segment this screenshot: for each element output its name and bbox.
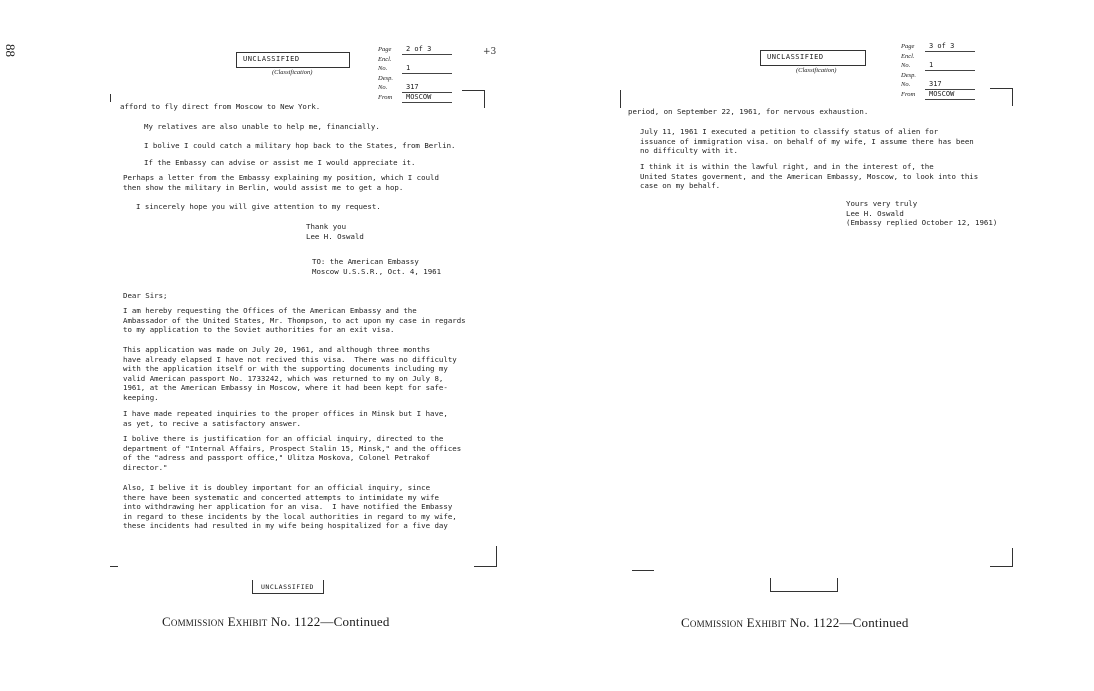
- left-page-value: 2 of 3: [402, 45, 452, 55]
- right-signature-block: Yours very truly Lee H. Oswald (Embassy replied October 12, 1961): [846, 199, 998, 228]
- left-corner-mark-bl: [110, 566, 118, 567]
- left-corner-mark-tr-v: [484, 90, 485, 108]
- right-corner-mark-bl: [632, 570, 654, 571]
- right-paragraph: period, on September 22, 1961, for nervous exhaustion.: [628, 107, 869, 116]
- margin-page-number: 88: [3, 44, 18, 57]
- left-classification-caption: (Classification): [272, 69, 313, 76]
- left-desp-value: 317: [402, 83, 452, 93]
- right-corner-mark-tr-h: [990, 88, 1012, 89]
- left-document-header: Page 2 of 3 Encl. No. 1 Desp. No. 317 From MOSCOW: [378, 45, 452, 103]
- left-classification-box: [236, 52, 350, 68]
- right-from-value: MOSCOW: [925, 90, 975, 100]
- left-paragraph: Also, I belive it is doubley important for an official inquiry, since there have been systematic and concerted attempts to intimidate my wife into withdrawing her application for an visa. I have notified the Embassy in regard to these incidents by the local authorities in regard to my wife, these incidents had resulted in my wife being hospitalized for a five day: [123, 483, 457, 531]
- right-corner-mark-br-h: [990, 566, 1013, 567]
- left-handwritten-note: +3: [483, 47, 497, 57]
- left-encl-value: 1: [402, 64, 452, 74]
- left-paragraph: My relatives are also unable to help me, financially.: [144, 122, 380, 131]
- right-paragraph: July 11, 1961 I executed a petition to classify status of alien for issuance of immigration visa. on behalf of my wife, I assume there has been no difficulty with it.: [640, 127, 974, 156]
- left-paragraph: If the Embassy can advise or assist me I would appreciate it.: [144, 158, 416, 167]
- left-paragraph: This application was made on July 20, 1961, and although three months have already elapsed I have not recived this visa. There was no difficulty with the application itself or with the supporting documents including my valid American passport No. 1733242, which was returned to my on July 8, 1961, at the American Embassy in Moscow, where it had been kept for safe- keeping.: [123, 345, 457, 402]
- left-paragraph: I sincerely hope you will give attention to my request.: [136, 202, 381, 211]
- left-paragraph: I am hereby requesting the Offices of the American Embassy and the Ambassador of the United States, Mr. Thompson, to act upon my case in regards to my application to the Soviet authorities for an exit visa.: [123, 306, 466, 335]
- right-exhibit-caption: Commission Exhibit No. 1122—Continued: [681, 615, 909, 630]
- left-address-block: TO: the American Embassy Moscow U.S.S.R., Oct. 4, 1961: [312, 257, 442, 276]
- left-corner-mark-br-v: [496, 546, 497, 566]
- left-from-value: MOSCOW: [402, 93, 452, 103]
- left-corner-mark-tr-h: [462, 90, 484, 91]
- right-document-header: Page 3 of 3 Encl. No. 1 Desp. No. 317 From MOSCOW: [901, 42, 975, 100]
- left-footer-classification-box: [252, 580, 324, 594]
- left-salutation: Dear Sirs;: [123, 291, 168, 300]
- left-paragraph: afford to fly direct from Moscow to New York.: [120, 102, 321, 111]
- left-footer-classification: UNCLASSIFIED: [261, 583, 314, 591]
- right-encl-value: 1: [925, 61, 975, 71]
- left-corner-mark-br-h: [474, 566, 497, 567]
- left-paragraph: I bolive there is justification for an official inquiry, directed to the department of "Internal Affairs, Prospect Stalin 15, Minsk," and the offices of the "adress and passport office," Ulitza Moskova, Colonel Petrakof director.": [123, 434, 462, 472]
- right-corner-mark-tr-v: [1012, 88, 1013, 106]
- right-desp-value: 317: [925, 80, 975, 90]
- right-corner-mark-br-v: [1012, 548, 1013, 566]
- right-classification-caption: (Classification): [796, 67, 837, 74]
- left-paragraph: I have made repeated inquiries to the proper offices in Minsk but I have, as yet, to recive a satisfactory answer.: [123, 409, 448, 428]
- left-signature-block: Thank you Lee H. Oswald: [306, 222, 364, 241]
- left-paragraph: Perhaps a letter from the Embassy explaining my position, which I could then show the military in Berlin, would assist me to get a hop.: [123, 173, 439, 192]
- right-corner-mark-tl: [620, 90, 621, 108]
- right-classification-stamp: UNCLASSIFIED: [767, 53, 824, 61]
- right-footer-classification-box: [770, 578, 838, 592]
- right-classification-box: [760, 50, 866, 66]
- left-paragraph: I bolive I could catch a military hop back to the States, from Berlin.: [144, 141, 456, 150]
- right-page-value: 3 of 3: [925, 42, 975, 52]
- left-corner-mark-tl: [110, 94, 111, 102]
- left-exhibit-caption: Commission Exhibit No. 1122—Continued: [162, 614, 390, 629]
- left-classification-stamp: UNCLASSIFIED: [243, 55, 300, 63]
- right-paragraph: I think it is within the lawful right, and in the interest of, the United States goverment, and the American Embassy, Moscow, to look into this case on my behalf.: [640, 162, 979, 191]
